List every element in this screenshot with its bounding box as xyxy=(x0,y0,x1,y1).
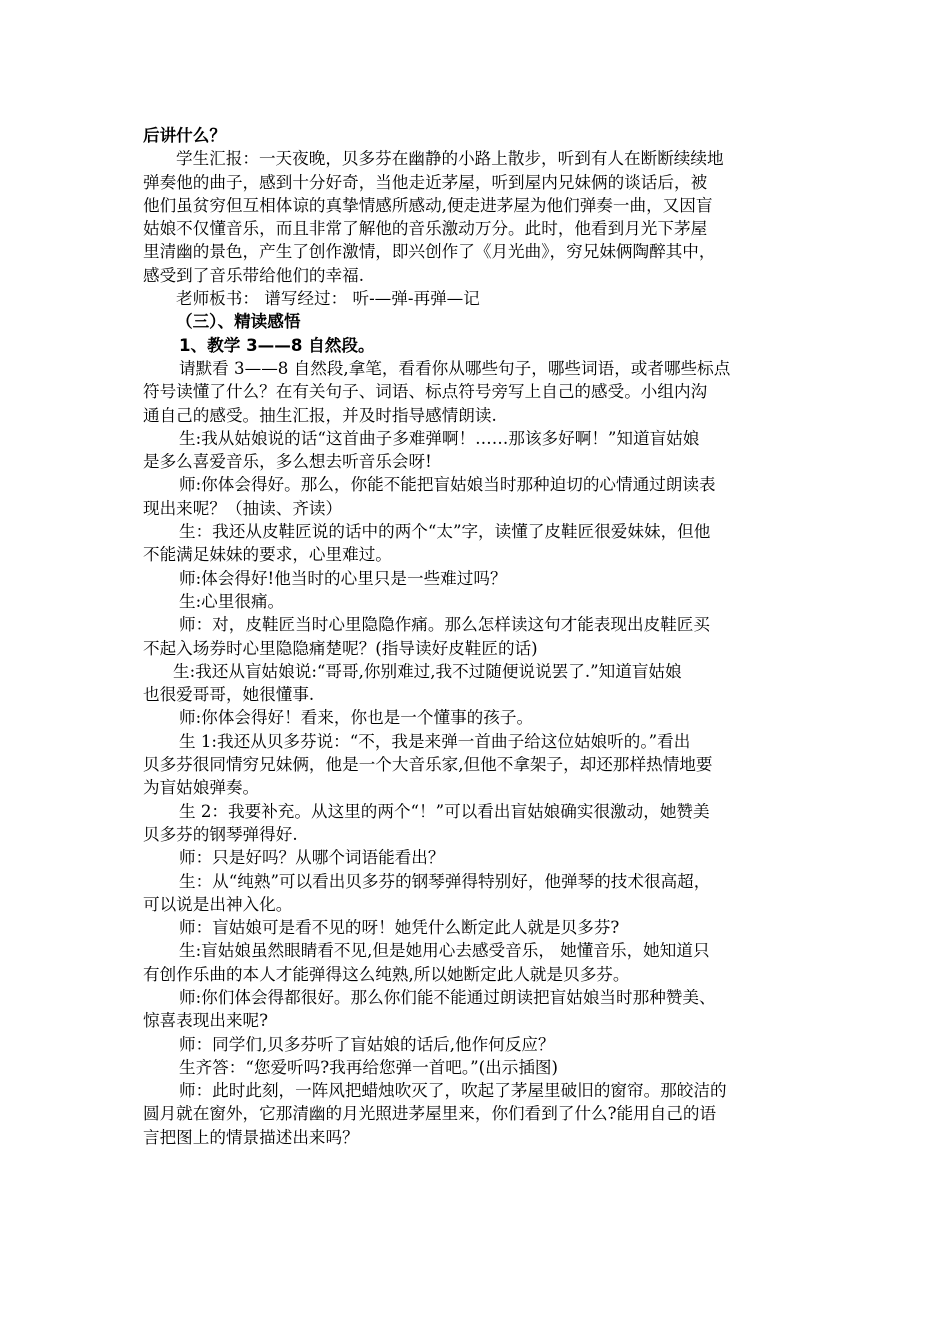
paragraph-line: 里清幽的景色，产生了创作激情，即兴创作了《月光曲》，穷兄妹俩陶醉其中， xyxy=(143,242,716,262)
paragraph-line: 师：盲姑娘可是看不见的呀！她凭什么断定此人就是贝多芬? xyxy=(179,918,620,938)
paragraph-line: 言把图上的情景描述出来吗？ xyxy=(143,1127,359,1147)
paragraph-line: 有创作乐曲的本人才能弹得这么纯熟,所以她断定此人就是贝多芬。 xyxy=(143,964,630,984)
paragraph-line: 生 2：我要补充。从这里的两个“！”可以看出盲姑娘确实很激动，她赞美 xyxy=(179,801,710,821)
paragraph-line: 师：此时此刻，一阵风把蜡烛吹灭了，吹起了茅屋里破旧的窗帘。那皎洁的 xyxy=(179,1081,727,1101)
paragraph-line: 生:心里很痛。 xyxy=(179,591,285,611)
paragraph-line: 弹奏他的曲子，感到十分好奇，当他走近茅屋，听到屋内兄妹俩的谈话后，被 xyxy=(143,172,708,192)
paragraph-line: 贝多芬很同情穷兄妹俩，他是一个大音乐家,但他不拿架子，却还那样热情地要 xyxy=(143,755,713,775)
paragraph-line: 师：只是好吗？从哪个词语能看出？ xyxy=(179,848,445,868)
paragraph-line: 圆月就在窗外，它那清幽的月光照进茅屋里来，你们看到了什么?能用自己的语 xyxy=(143,1104,717,1124)
paragraph-line: 也很爱哥哥，她很懂事. xyxy=(143,685,315,705)
paragraph-line: 生：从“纯熟”可以看出贝多芬的钢琴弹得特别好，他弹琴的技术很高超， xyxy=(179,871,711,891)
paragraph-line: 为盲姑娘弹奏。 xyxy=(143,778,260,798)
section-heading: 后讲什么？ xyxy=(143,126,226,145)
paragraph-line: 现出来呢？（抽读、齐读） xyxy=(143,498,343,518)
paragraph-line: 老师板书： 谱写经过： 听-—弹-再弹—记 xyxy=(176,289,480,309)
paragraph-line: 生 1:我还从贝多芬说：“不，我是来弹一首曲子给这位姑娘听的。”看出 xyxy=(179,731,691,751)
paragraph-line: 贝多芬的钢琴弹得好. xyxy=(143,824,298,844)
paragraph-line: 惊喜表现出来呢? xyxy=(143,1011,269,1031)
paragraph-line: 感受到了音乐带给他们的幸福. xyxy=(143,265,364,285)
paragraph-line: 是多么喜爱音乐，多么想去听音乐会呀! xyxy=(143,452,432,472)
paragraph-line: 生：我还从皮鞋匠说的话中的两个“太”字，读懂了皮鞋匠很爱妹妹，但他 xyxy=(179,522,711,542)
paragraph-line: 师：对，皮鞋匠当时心里隐隐作痛。那么怎样读这句才能表现出皮鞋匠买 xyxy=(179,615,710,635)
paragraph-line: 师:体会得好!他当时的心里只是一些难过吗？ xyxy=(179,568,507,588)
paragraph-line: 不能满足妹妹的要求，心里难过。 xyxy=(143,545,392,565)
paragraph-line: 通自己的感受。抽生汇报，并及时指导感情朗读. xyxy=(143,405,497,425)
paragraph-line: 可以说是出神入化。 xyxy=(143,894,293,914)
section-heading: （三）、精读感悟 xyxy=(176,312,301,332)
paragraph-line: 师:你体会得好！看来，你也是一个懂事的孩子。 xyxy=(179,708,534,728)
paragraph-line: 师：同学们,贝多芬听了盲姑娘的话后,他作何反应？ xyxy=(179,1034,555,1054)
paragraph-line: 不起入场券时心里隐隐痛楚呢？(指导读好皮鞋匠的话) xyxy=(143,638,538,658)
paragraph-line: 生齐答：“您爱听吗?我再给您弹一首吧。”(出示插图) xyxy=(179,1057,558,1077)
section-heading: 1、教学 3——8 自然段。 xyxy=(179,335,375,355)
paragraph-line: 符号读懂了什么？在有关句子、词语、标点符号旁写上自己的感受。小组内沟 xyxy=(143,382,708,402)
paragraph-line: 生:我还从盲姑娘说:“哥哥,你别难过,我不过随便说说罢了.”知道盲姑娘 xyxy=(173,661,682,681)
document-body xyxy=(143,124,811,1149)
paragraph-line: 学生汇报：一天夜晚，贝多芬在幽静的小路上散步，听到有人在断断续续地 xyxy=(176,149,724,169)
paragraph-line: 姑娘不仅懂音乐，而且非常了解他的音乐激动万分。此时，他看到月光下茅屋 xyxy=(143,219,708,239)
paragraph-line: 生:我从姑娘说的话“这首曲子多难弹啊！……那该多好啊！”知道盲姑娘 xyxy=(179,428,700,448)
paragraph-line: 师:你体会得好。那么，你能不能把盲姑娘当时那种迫切的心情通过朗读表 xyxy=(179,475,716,495)
paragraph-line: 师:你们体会得都很好。那么你们能不能通过朗读把盲姑娘当时那种赞美、 xyxy=(179,987,716,1007)
paragraph-line: 他们虽贫穷但互相体谅的真挚情感所感动,便走进茅屋为他们弹奏一曲，又因盲 xyxy=(143,195,713,215)
paragraph-line: 请默看 3——8 自然段,拿笔，看看你从哪些句子，哪些词语，或者哪些标点 xyxy=(179,358,731,378)
paragraph-line: 生:盲姑娘虽然眼睛看不见,但是她用心去感受音乐， 她懂音乐，她知道只 xyxy=(179,941,710,961)
